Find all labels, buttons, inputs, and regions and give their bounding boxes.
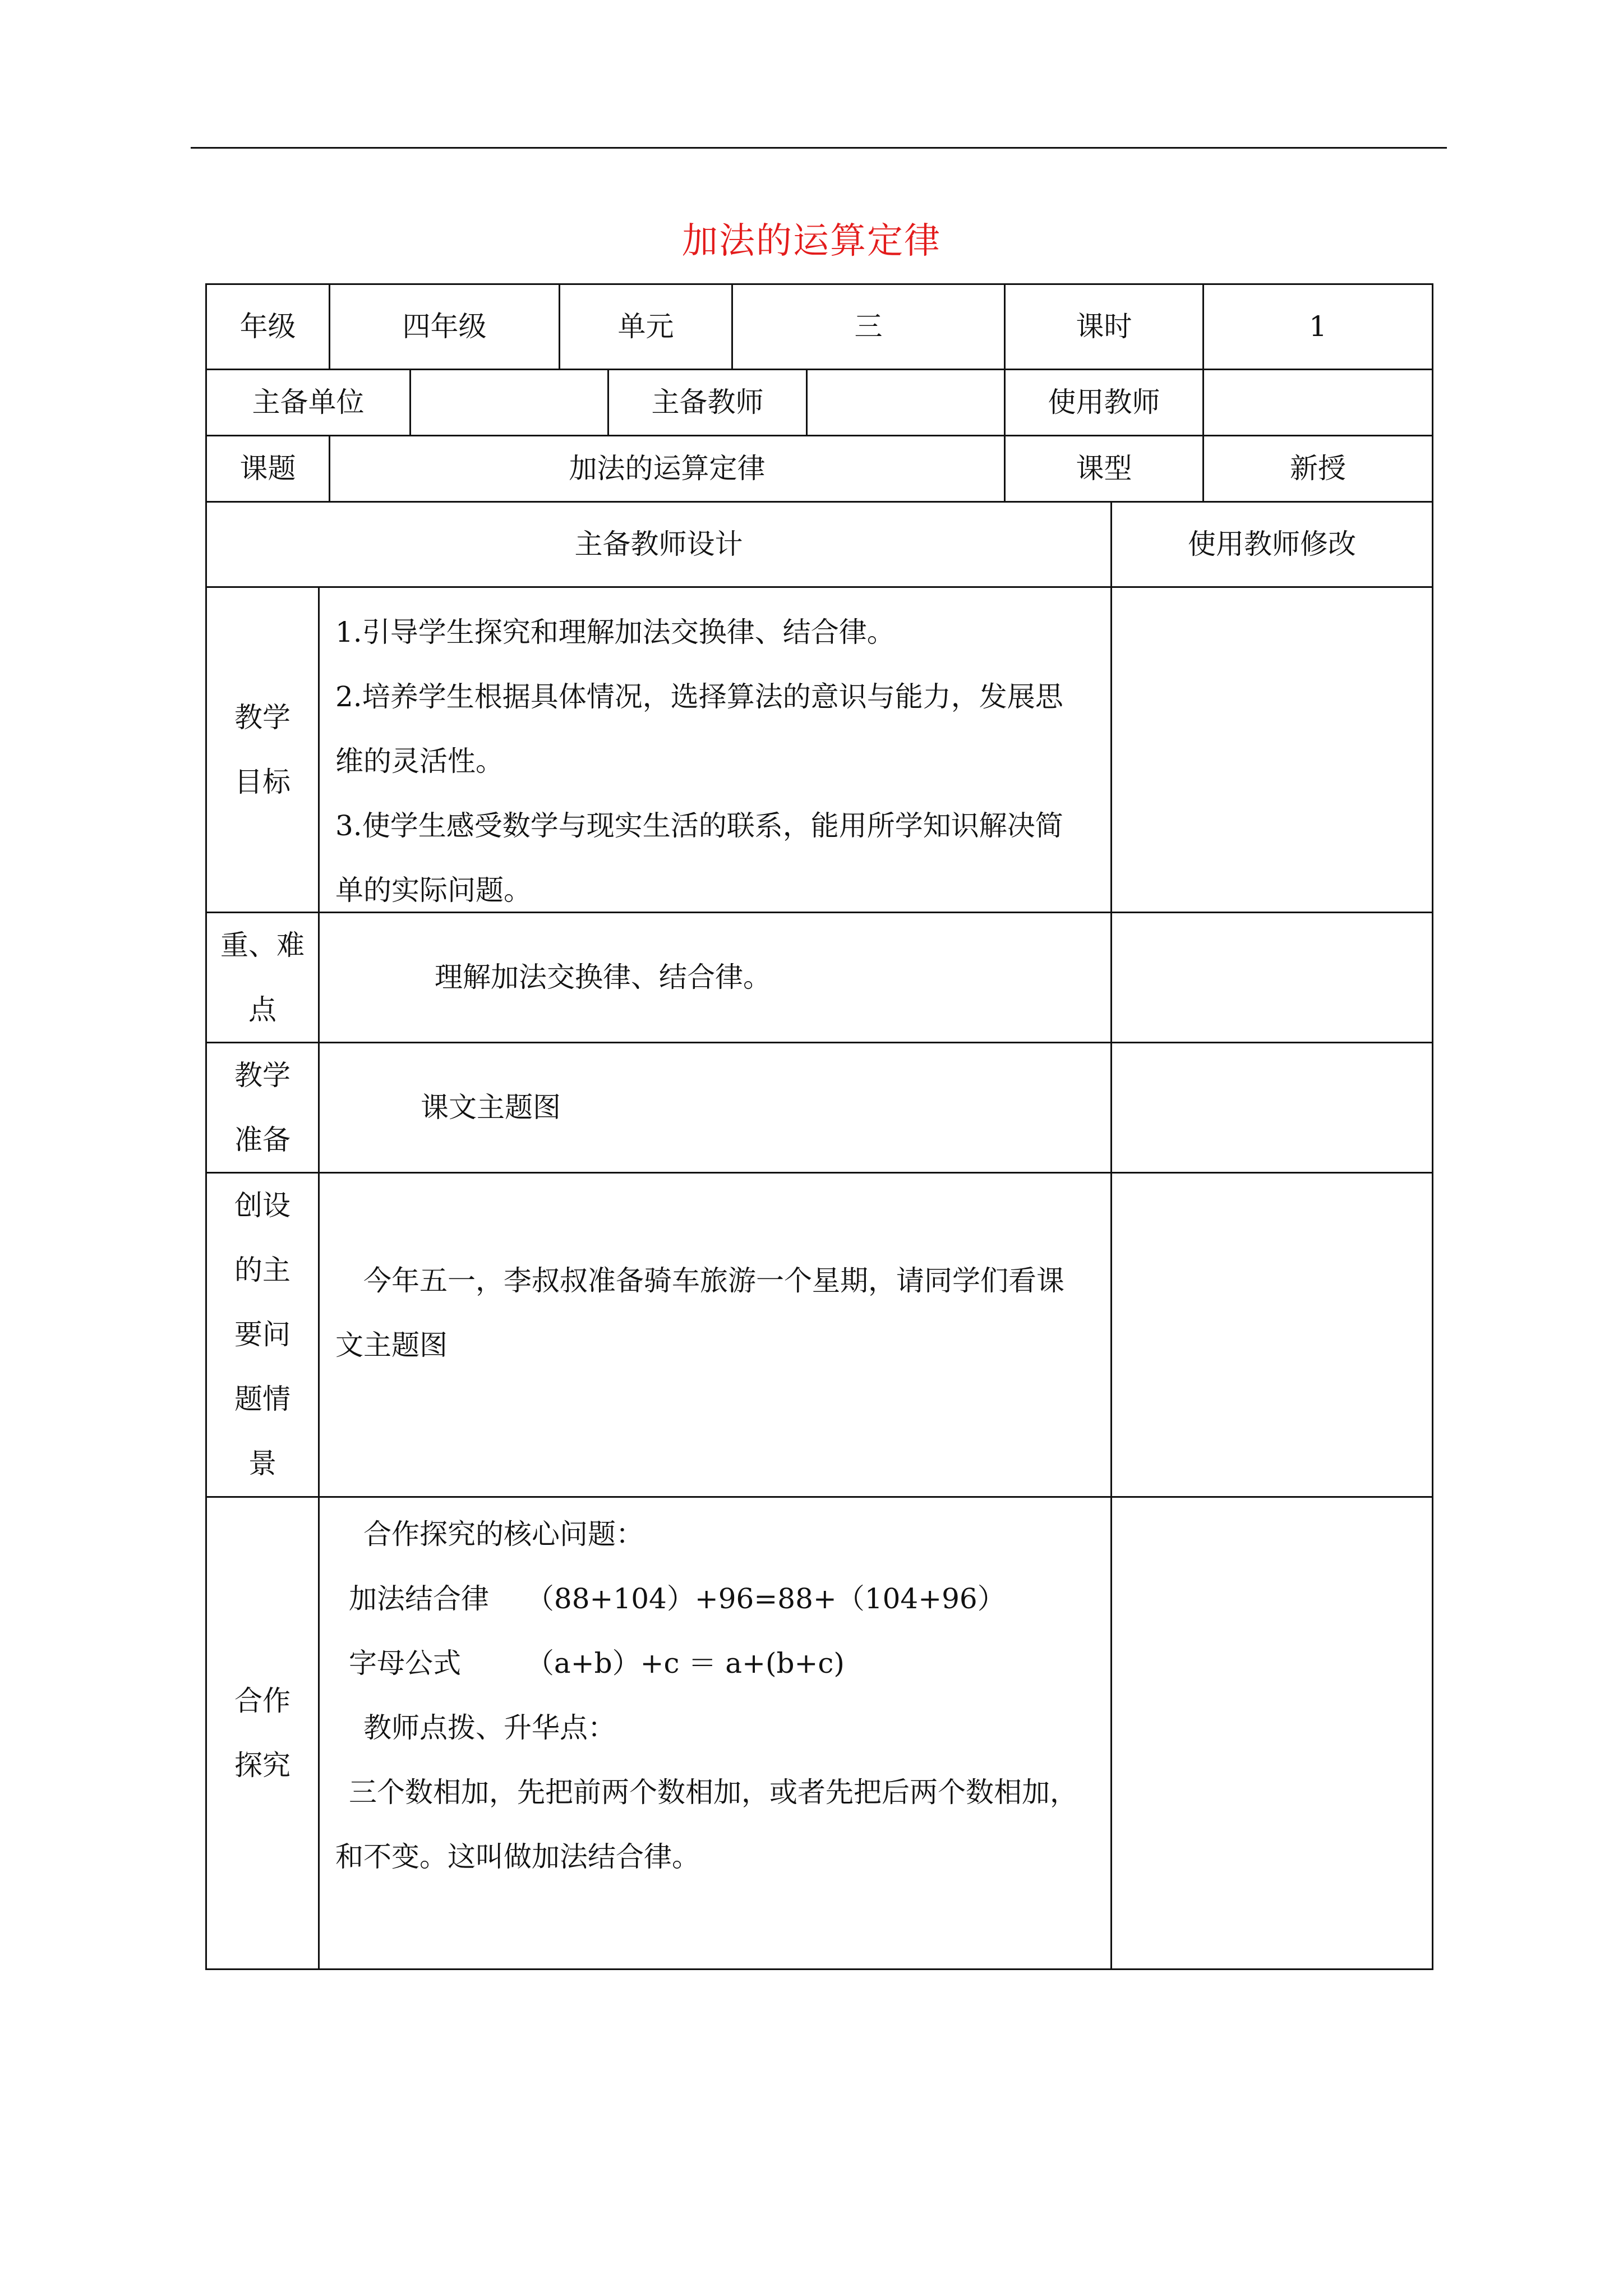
row-preparation [205, 1042, 1433, 1172]
user-teacher-label: 使用教师 [1004, 369, 1202, 435]
cooperation-line: 加法结合律 （88+104）+96=88+（104+96） [349, 1582, 1006, 1615]
scenario-modify-cell [1110, 1172, 1433, 1496]
key-points-modify-cell [1110, 912, 1433, 1042]
design-label: 主备教师设计 [205, 501, 1110, 586]
scenario-line: 今年五一，李叔叔准备骑车旅游一个星期，请同学们看课 [363, 1264, 1064, 1297]
unit-label: 单元 [559, 283, 731, 369]
cooperation-modify-cell [1110, 1496, 1433, 1970]
document-title: 加法的运算定律 [682, 220, 941, 262]
cooperation-label: 合作 探究 [205, 1496, 318, 1970]
type-value: 新授 [1202, 435, 1433, 501]
objective-line: 3.使学生感受数学与现实生活的联系，能用所学知识解决简 [335, 809, 1063, 842]
row-key-points [205, 912, 1433, 1042]
row-teachers [205, 369, 1433, 435]
objective-line: 2.培养学生根据具体情况，选择算法的意识与能力，发展思 [335, 680, 1063, 713]
grade-value: 四年级 [329, 283, 559, 369]
cooperation-line: 字母公式 （a+b）+c ＝ a+(b+c) [349, 1647, 845, 1680]
row-basic-info [205, 283, 1433, 369]
cooperation-content [318, 1496, 1110, 1970]
row-topic [205, 435, 1433, 501]
scenario-label: 创设 的主 要问 题情 景 [205, 1172, 318, 1496]
row-design-header [205, 501, 1433, 586]
header-rule [191, 147, 1447, 149]
preparation-modify-cell [1110, 1042, 1433, 1172]
row-scenario [205, 1172, 1433, 1496]
objective-line: 单的实际问题。 [335, 874, 532, 907]
grade-label: 年级 [205, 283, 329, 369]
row-objectives [205, 586, 1433, 912]
objectives-modify-cell [1110, 586, 1433, 912]
main-teacher-label: 主备教师 [607, 369, 806, 435]
preparation-content: 课文主题图 [318, 1042, 1110, 1172]
scenario-content [318, 1172, 1110, 1496]
cooperation-line: 合作探究的核心问题： [363, 1518, 644, 1550]
user-teacher-value [1202, 369, 1433, 435]
modify-label: 使用教师修改 [1110, 501, 1433, 586]
row-cooperation [205, 1496, 1433, 1970]
main-unit-label: 主备单位 [205, 369, 409, 435]
cooperation-line: 三个数相加，先把前两个数相加，或者先把后两个数相加， [349, 1776, 1078, 1809]
topic-value: 加法的运算定律 [329, 435, 1004, 501]
cooperation-line: 和不变。这叫做加法结合律。 [335, 1841, 700, 1873]
cooperation-line: 教师点拨、升华点： [363, 1711, 616, 1744]
objective-line: 维的灵活性。 [335, 745, 504, 777]
key-points-content: 理解加法交换律、结合律。 [318, 912, 1110, 1042]
objectives-content [318, 586, 1110, 912]
objectives-label: 教学 目标 [205, 586, 318, 912]
unit-value: 三 [731, 283, 1004, 369]
objective-line: 1.引导学生探究和理解加法交换律、结合律。 [335, 616, 895, 648]
main-unit-value [409, 369, 607, 435]
preparation-label: 教学 准备 [205, 1042, 318, 1172]
scenario-line: 文主题图 [335, 1329, 448, 1361]
period-value: 1 [1202, 283, 1433, 369]
topic-label: 课题 [205, 435, 329, 501]
period-label: 课时 [1004, 283, 1202, 369]
key-points-label: 重、难 点 [205, 912, 318, 1042]
type-label: 课型 [1004, 435, 1202, 501]
main-teacher-value [806, 369, 1004, 435]
